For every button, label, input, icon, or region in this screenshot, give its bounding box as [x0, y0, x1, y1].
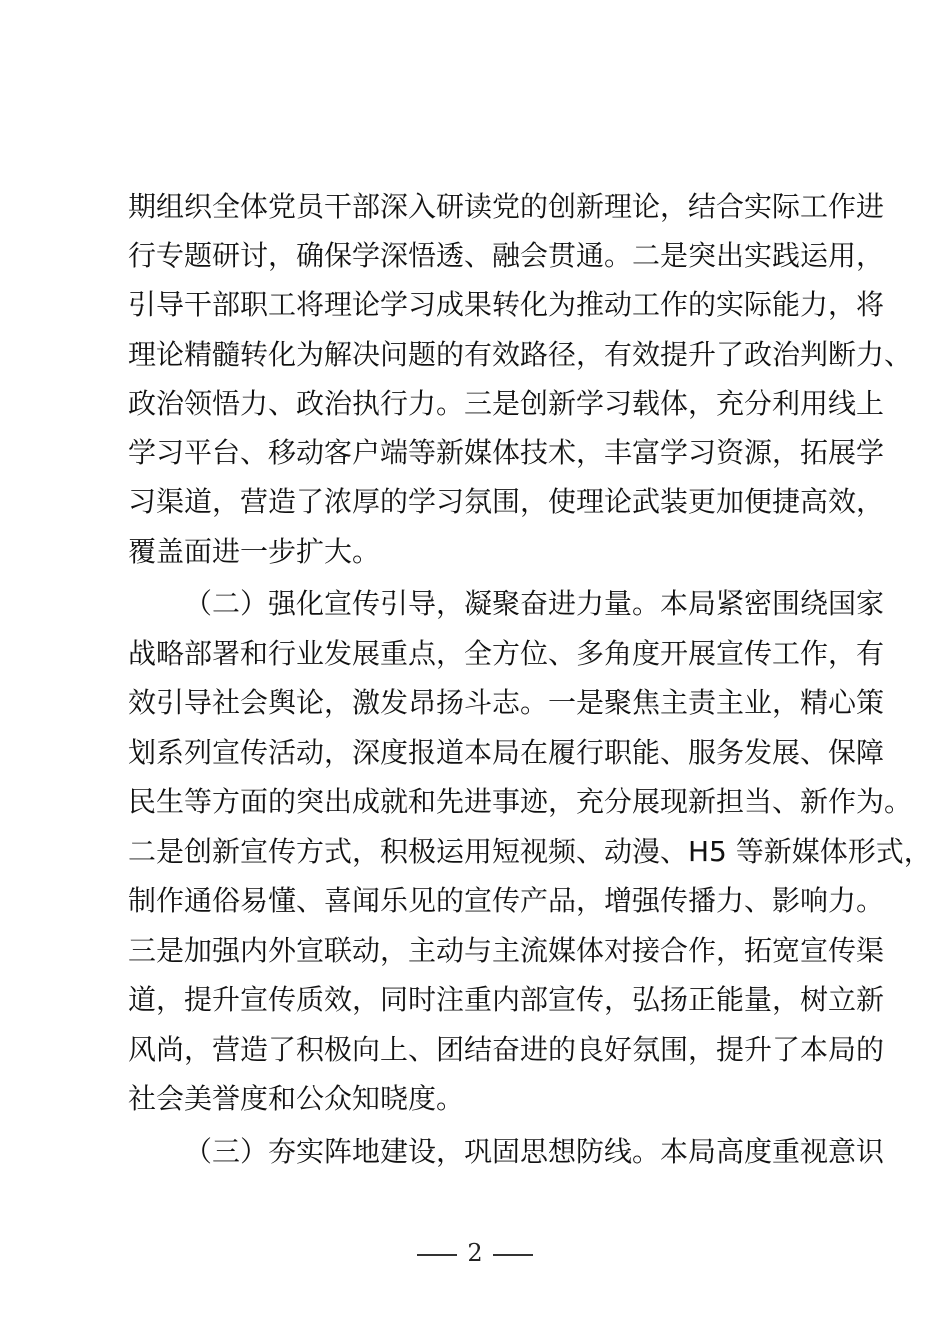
- body-text-line: 风尚，营造了积极向上、团结奋进的良好氛围，提升了本局的: [128, 1033, 885, 1066]
- body-text-line: 行专题研讨，确保学深悟透、融会贯通。二是突出实践运用，: [128, 239, 885, 272]
- body-text-line: 社会美誉度和公众知晓度。: [128, 1082, 465, 1115]
- body-text-line: 习渠道，营造了浓厚的学习氛围，使理论武装更加便捷高效，: [128, 485, 885, 518]
- page-footer: [0, 1236, 950, 1270]
- body-text-line: 引导干部职工将理论学习成果转化为推动工作的实际能力，将: [128, 288, 885, 321]
- page-number: 2: [467, 1239, 483, 1267]
- body-text-line: 二是创新宣传方式，积极运用短视频、动漫、H5 等新媒体形式，: [128, 835, 932, 868]
- body-text-line: 民生等方面的突出成就和先进事迹，充分展现新担当、新作为。: [128, 785, 913, 818]
- body-text-line: 学习平台、移动客户端等新媒体技术，丰富学习资源，拓展学: [128, 436, 885, 469]
- body-text-line: 制作通俗易懂、喜闻乐见的宣传产品，增强传播力、影响力。: [128, 884, 885, 917]
- section-heading-line: （三）夯实阵地建设，巩固思想防线。本局高度重视意识: [184, 1135, 885, 1168]
- body-text-line: 理论精髓转化为解决问题的有效路径，有效提升了政治判断力、: [128, 338, 913, 371]
- section-heading-line: （二）强化宣传引导，凝聚奋进力量。本局紧密围绕国家: [184, 587, 885, 620]
- body-text-line: 三是加强内外宣联动，主动与主流媒体对接合作，拓宽宣传渠: [128, 934, 885, 967]
- body-text-line: 划系列宣传活动，深度报道本局在履行职能、服务发展、保障: [128, 736, 885, 769]
- body-text-line: 政治领悟力、政治执行力。三是创新学习载体，充分利用线上: [128, 387, 885, 420]
- body-text-line: 战略部署和行业发展重点，全方位、多角度开展宣传工作，有: [128, 637, 885, 670]
- footer-dash-left: [417, 1254, 457, 1256]
- body-text-line: 道，提升宣传质效，同时注重内部宣传，弘扬正能量，树立新: [128, 983, 885, 1016]
- body-text-line: 效引导社会舆论，激发昂扬斗志。一是聚焦主责主业，精心策: [128, 686, 885, 719]
- footer-dash-right: [493, 1254, 533, 1256]
- body-text-line: 期组织全体党员干部深入研读党的创新理论，结合实际工作进: [128, 190, 885, 223]
- body-text-line: 覆盖面进一步扩大。: [128, 535, 381, 568]
